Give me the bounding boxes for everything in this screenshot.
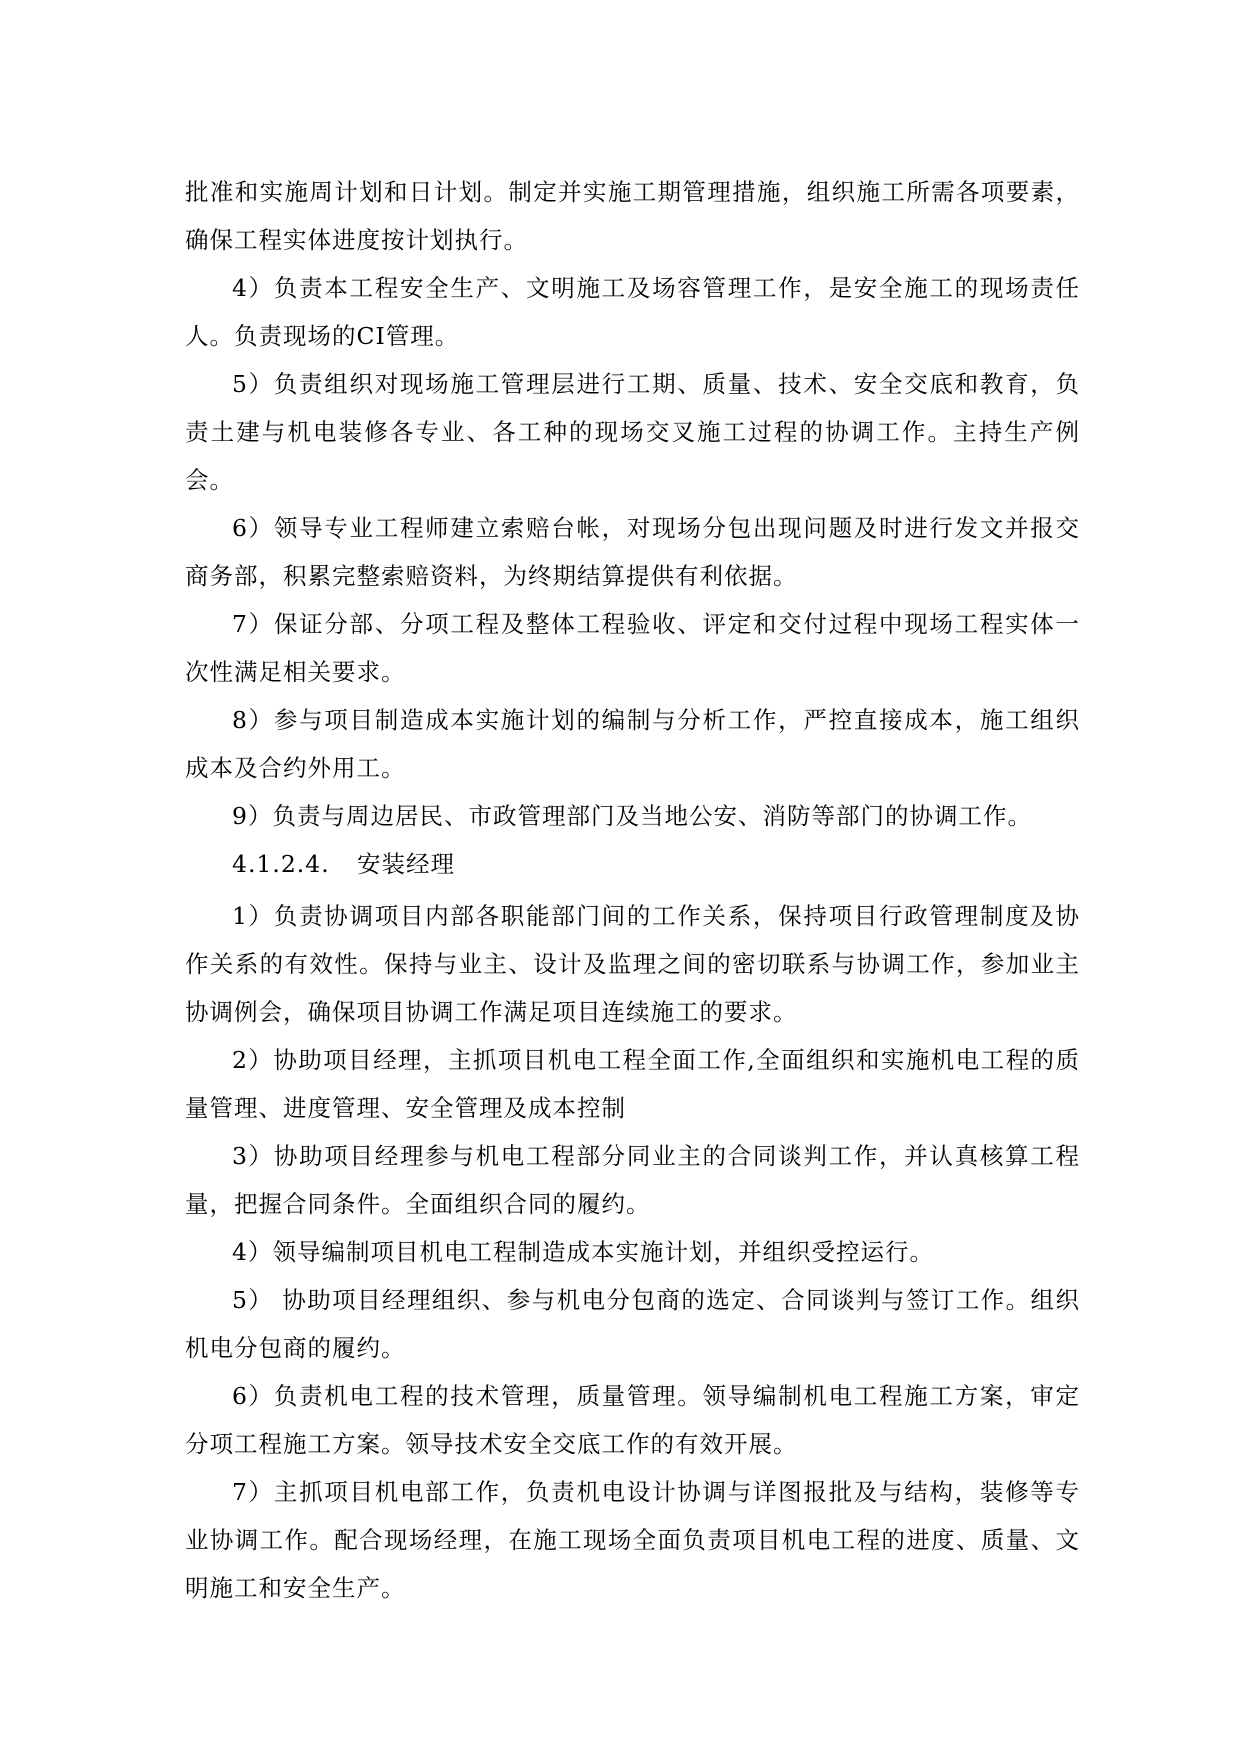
site-manager-item-6: 6）领导专业工程师建立索赔台帐，对现场分包出现问题及时进行发文并报交商务部，积累完整索赔资料，为终期结算提供有利依据。	[185, 514, 1080, 590]
site-manager-item-5: 5）负责组织对现场施工管理层进行工期、质量、技术、安全交底和教育，负责土建与机电装修各专业、各工种的现场交叉施工过程的协调工作。主持生产例会。	[185, 370, 1080, 494]
section-title: 安装经理	[357, 850, 455, 878]
section-number: 4.1.2.4.	[232, 850, 330, 878]
site-manager-item-4: 4）负责本工程安全生产、文明施工及场容管理工作，是安全施工的现场责任人。负责现场的CI管理。	[185, 274, 1080, 350]
install-manager-item-5: 5） 协助项目经理组织、参与机电分包商的选定、合同谈判与签订工作。组织机电分包商的履约。	[185, 1286, 1080, 1362]
document-page	[185, 168, 1080, 1612]
install-manager-item-2: 2）协助项目经理，主抓项目机电工程全面工作,全面组织和实施机电工程的质量管理、进度管理、安全管理及成本控制	[185, 1046, 1080, 1122]
install-manager-item-6: 6）负责机电工程的技术管理，质量管理。领导编制机电工程施工方案，审定分项工程施工方案。领导技术安全交底工作的有效开展。	[185, 1382, 1080, 1458]
site-manager-item-7: 7）保证分部、分项工程及整体工程验收、评定和交付过程中现场工程实体一次性满足相关要求。	[185, 610, 1080, 686]
section-heading	[185, 840, 1080, 888]
install-manager-item-7: 7）主抓项目机电部工作，负责机电设计协调与详图报批及与结构，装修等专业协调工作。配合现场经理，在施工现场全面负责项目机电工程的进度、质量、文明施工和安全生产。	[185, 1478, 1080, 1602]
site-manager-item-8: 8）参与项目制造成本实施计划的编制与分析工作，严控直接成本，施工组织成本及合约外用工。	[185, 706, 1080, 782]
continuation-paragraph: 批准和实施周计划和日计划。制定并实施工期管理措施，组织施工所需各项要素，确保工程实体进度按计划执行。	[185, 178, 1080, 254]
install-manager-item-4: 4）领导编制项目机电工程制造成本实施计划，并组织受控运行。	[232, 1238, 934, 1266]
site-manager-item-9: 9）负责与周边居民、市政管理部门及当地公安、消防等部门的协调工作。	[232, 802, 1032, 830]
install-manager-item-3: 3）协助项目经理参与机电工程部分同业主的合同谈判工作，并认真核算工程量，把握合同条件。全面组织合同的履约。	[185, 1142, 1080, 1218]
install-manager-item-1: 1）负责协调项目内部各职能部门间的工作关系，保持项目行政管理制度及协作关系的有效性。保持与业主、设计及监理之间的密切联系与协调工作，参加业主协调例会，确保项目协调工作满足项目连续施工的要求。	[185, 902, 1080, 1026]
